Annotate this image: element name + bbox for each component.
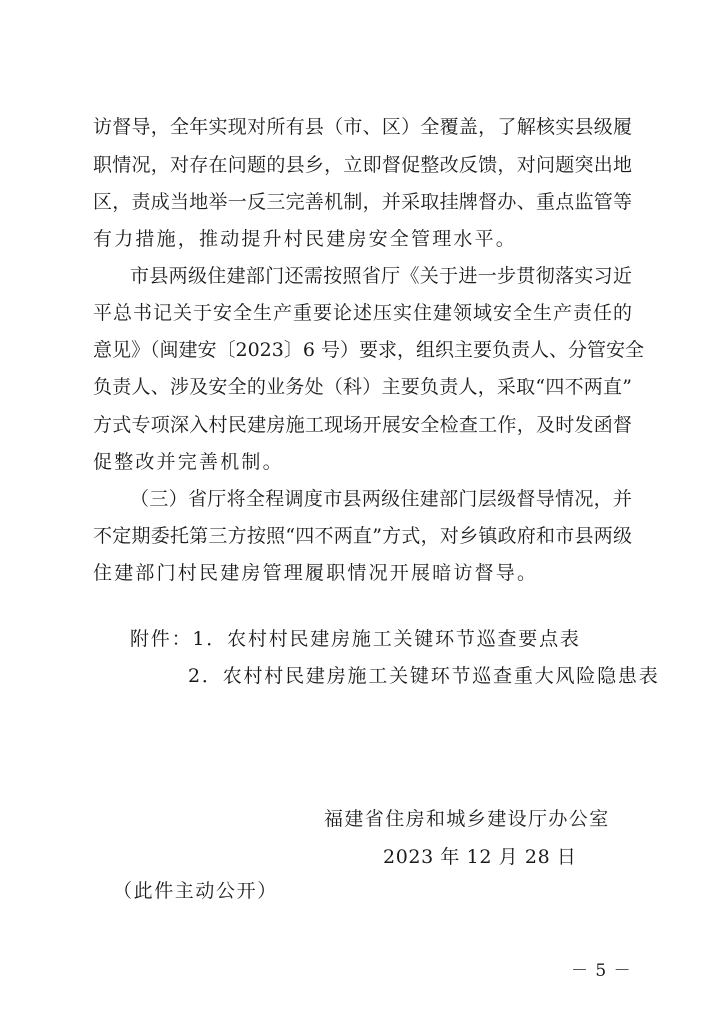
attachment-item-2: 2．农村村民建房施工关键环节巡查重大风险隐患表: [188, 665, 660, 687]
paragraph-3-line-1: （三）省厅将全程调度市县两级住建部门层级督导情况，并: [130, 488, 632, 510]
signature-date: 2023 年 12 月 28 日: [383, 846, 577, 868]
paragraph-1-line-3: 区，责成当地举一反三完善机制，并采取挂牌督办、重点监管等: [93, 191, 632, 213]
paragraph-1-line-4: 有力措施，推动提升村民建房安全管理水平。: [93, 228, 518, 250]
paragraph-2-line-2: 平总书记关于安全生产重要论述压实住建领域安全生产责任的: [93, 302, 632, 324]
disclosure-note: （此件主动公开）: [113, 880, 278, 902]
page-number: － 5 －: [571, 961, 632, 981]
attachment-item-1: 附件：1．农村村民建房施工关键环节巡查要点表: [130, 628, 581, 650]
paragraph-1-line-2: 职情况，对存在问题的县乡，立即督促整改反馈，对问题突出地: [93, 154, 632, 176]
paragraph-1-line-1: 访督导，全年实现对所有县（市、区）全覆盖，了解核实县级履: [93, 116, 632, 138]
signature-organization: 福建省住房和城乡建设厅办公室: [324, 808, 610, 830]
paragraph-2-line-1: 市县两级住建部门还需按照省厅《关于进一步贯彻落实习近: [130, 265, 632, 287]
paragraph-3-line-2: 不定期委托第三方按照“四不两直”方式，对乡镇政府和市县两级: [93, 525, 632, 547]
paragraph-2-line-4: 负责人、涉及安全的业务处（科）主要负责人，采取“四不两直”: [93, 376, 632, 398]
paragraph-2-line-3: 意见》（闽建安〔2023〕6 号）要求，组织主要负责人、分管安全: [93, 339, 644, 361]
paragraph-2-line-6: 促整改并完善机制。: [93, 451, 284, 473]
paragraph-2-line-5: 方式专项深入村民建房施工现场开展安全检查工作，及时发函督: [93, 414, 632, 436]
paragraph-3-line-3: 住建部门村民建房管理履职情况开展暗访督导。: [93, 562, 539, 584]
